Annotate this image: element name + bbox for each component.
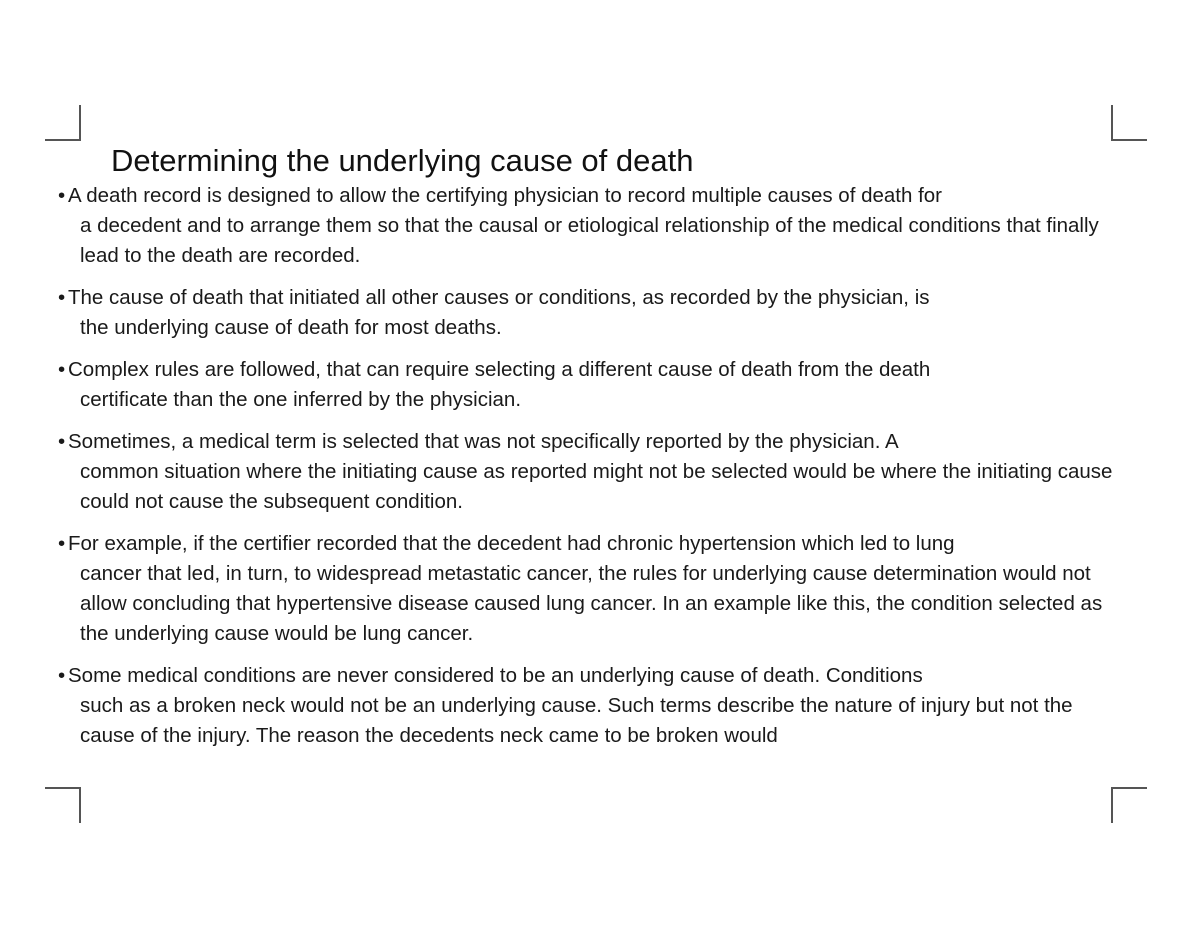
bullet-marker: •: [58, 184, 66, 207]
bullet-continuation: the underlying cause of death for most deaths.: [80, 316, 502, 339]
bullet-continuation: a decedent and to arrange them so that the causal or etiological relationship of the medical conditions that finally lead to the death are recorded.: [80, 214, 1099, 267]
bullet-marker: •: [58, 358, 66, 381]
bullet-item: [58, 181, 1118, 271]
bullet-first-line: Complex rules are followed, that can require selecting a different cause of death from the death: [68, 358, 931, 381]
crop-mark-top-right: [1111, 105, 1147, 141]
crop-mark-bottom-left: [45, 787, 81, 823]
bullet-first-line: Some medical conditions are never considered to be an underlying cause of death. Conditions: [68, 664, 923, 687]
bullet-item: [58, 355, 1118, 415]
bullet-marker: •: [58, 430, 66, 453]
bullet-first-line: For example, if the certifier recorded that the decedent had chronic hypertension which led to lung: [68, 532, 955, 555]
bullet-first-line: The cause of death that initiated all other causes or conditions, as recorded by the physician, is: [68, 286, 930, 309]
bullet-list: [58, 181, 1118, 751]
bullet-marker: •: [58, 532, 66, 555]
bullet-continuation: such as a broken neck would not be an underlying cause. Such terms describe the nature of injury but not the cause of the injury. The reason the decedents neck came to be broken would: [80, 694, 1073, 747]
crop-mark-top-left: [45, 105, 81, 141]
bullet-marker: •: [58, 286, 66, 309]
bullet-first-line: A death record is designed to allow the certifying physician to record multiple causes of death for: [68, 184, 943, 207]
bullet-continuation: certificate than the one inferred by the physician.: [80, 388, 522, 411]
document-title: Determining the underlying cause of death: [111, 143, 694, 178]
bullet-item: [58, 427, 1118, 517]
document-content: [58, 141, 1118, 763]
crop-mark-bottom-right: [1111, 787, 1147, 823]
bullet-continuation: common situation where the initiating cause as reported might not be selected would be where the initiating cause could not cause the subsequent condition.: [80, 460, 1113, 513]
bullet-continuation: cancer that led, in turn, to widespread metastatic cancer, the rules for underlying cause determination would not allow concluding that hypertensive disease caused lung cancer. In an example like this, the condition selected as the underlying cause would be lung cancer.: [80, 562, 1103, 645]
bullet-item: [58, 529, 1118, 649]
bullet-item: [58, 661, 1118, 751]
bullet-item: [58, 283, 1118, 343]
bullet-first-line: Sometimes, a medical term is selected that was not specifically reported by the physician. A: [68, 430, 899, 453]
bullet-marker: •: [58, 664, 66, 687]
